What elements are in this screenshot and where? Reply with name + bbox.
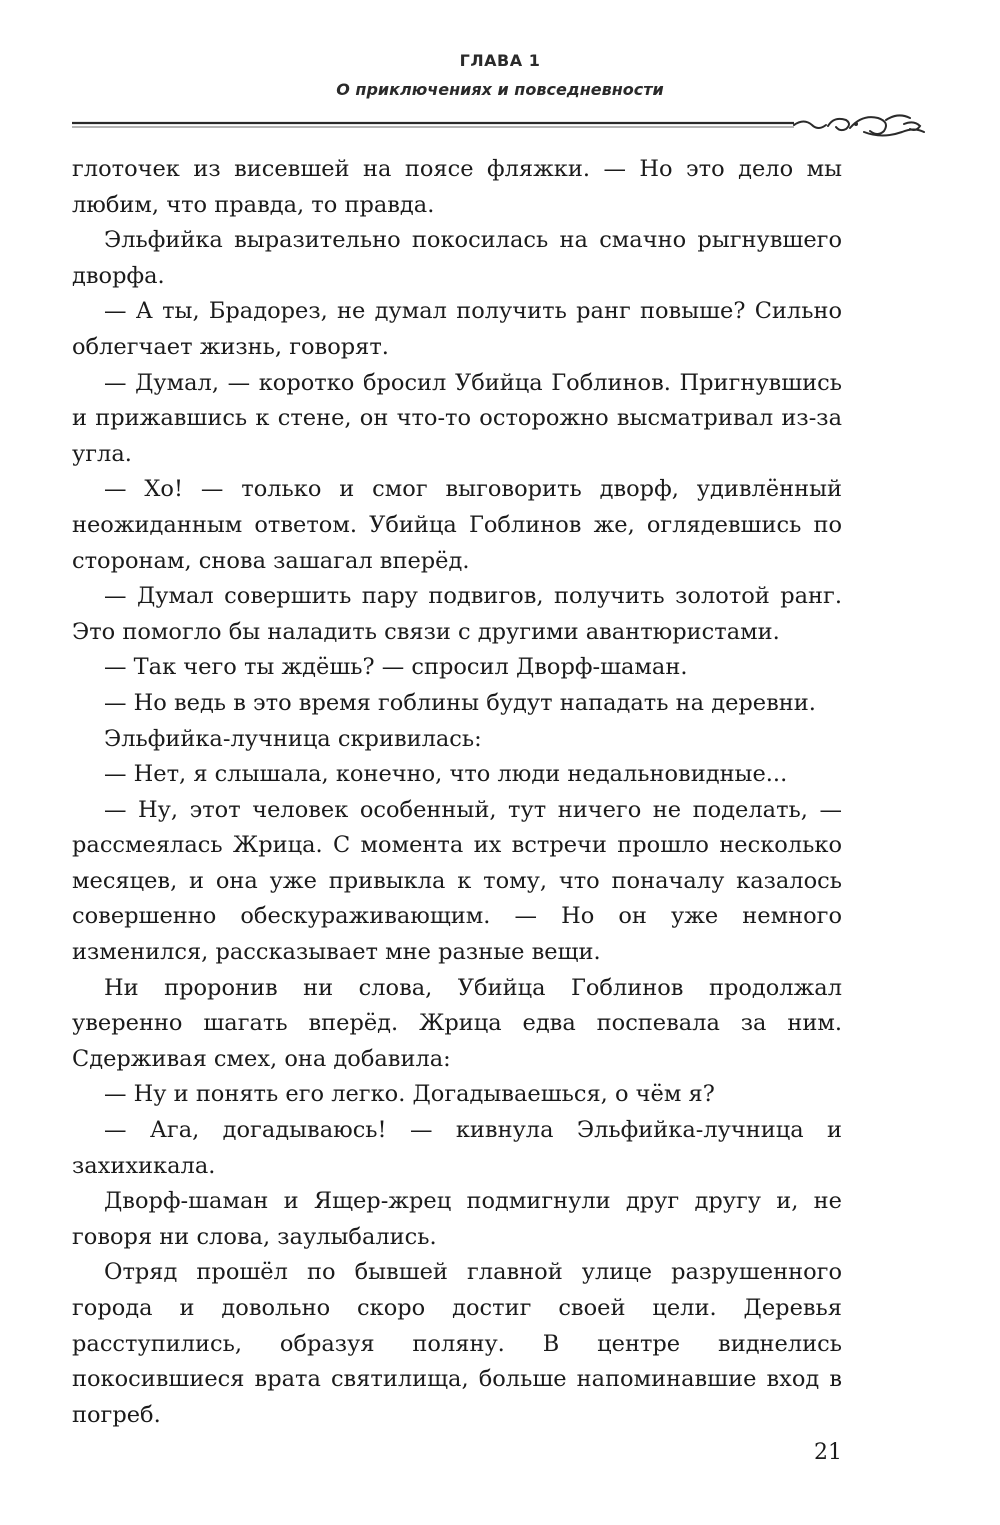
body-text: [72, 152, 842, 1433]
paragraph: — Ага, догадываюсь! — кивнула Эльфийка-лучница и захихикала.: [72, 1117, 842, 1179]
paragraph: Отряд прошёл по бывшей главной улице разрушенного города и довольно скоро достиг своей цели. Деревья расступились, образуя поляну. В центре виднелись покосившиеся врата святилища, больше напоминавшие вход в погреб.: [72, 1259, 842, 1428]
chapter-subtitle: О приключениях и повседневности: [336, 80, 664, 99]
page-number: 21: [814, 1440, 842, 1465]
paragraph: — Ну, этот человек особенный, тут ничего не поделать, — рассмеялась Жрица. С момента их встречи прошло несколько месяцев, и она уже привыкла к тому, что поначалу казалось совершенно обескураживающим. — Но он уже немного изменился, рассказывает мне разные вещи.: [72, 796, 842, 966]
running-head: [0, 50, 1000, 102]
paragraph: — Думал, — коротко бросил Убийца Гоблинов. Пригнувшись и прижавшись к стене, он что-то осторожно высматривал из-за угла.: [72, 369, 842, 467]
header-ornament-divider: [72, 112, 932, 146]
paragraph: Эльфийка выразительно покосилась на смачно рыгнувшего дворфа.: [72, 227, 842, 289]
paragraph: Дворф-шаман и Ящер-жрец подмигнули друг другу и, не говоря ни слова, заулыбались.: [72, 1188, 842, 1250]
paragraph: — Думал совершить пару подвигов, получить золотой ранг. Это помогло бы наладить связи с другими авантюристами.: [72, 583, 842, 645]
paragraph: — Но ведь в это время гоблины будут нападать на деревни.: [104, 689, 816, 716]
paragraph: — Ну и понять его легко. Догадываешься, о чём я?: [104, 1081, 715, 1108]
paragraph: Эльфийка-лучница скривилась:: [104, 725, 482, 752]
paragraph: — Так чего ты ждёшь? — спросил Дворф-шаман.: [104, 654, 688, 681]
chapter-label: ГЛАВА 1: [459, 51, 541, 70]
paragraph: — Хо! — только и смог выговорить дворф, удивлённый неожиданным ответом. Убийца Гоблинов же, оглядевшись по сторонам, снова зашагал вперёд.: [72, 476, 842, 574]
paragraph: глоточек из висевшей на поясе фляжки. — Но это дело мы любим, что правда, то правда.: [72, 156, 842, 218]
paragraph: Ни проронив ни слова, Убийца Гоблинов продолжал уверенно шагать вперёд. Жрица едва поспевала за ним. Сдерживая смех, она добавила:: [72, 974, 842, 1072]
paragraph: — А ты, Брадорез, не думал получить ранг повыше? Сильно облегчает жизнь, говорят.: [72, 298, 842, 360]
paragraph: — Нет, я слышала, конечно, что люди недальновидные...: [104, 761, 788, 788]
